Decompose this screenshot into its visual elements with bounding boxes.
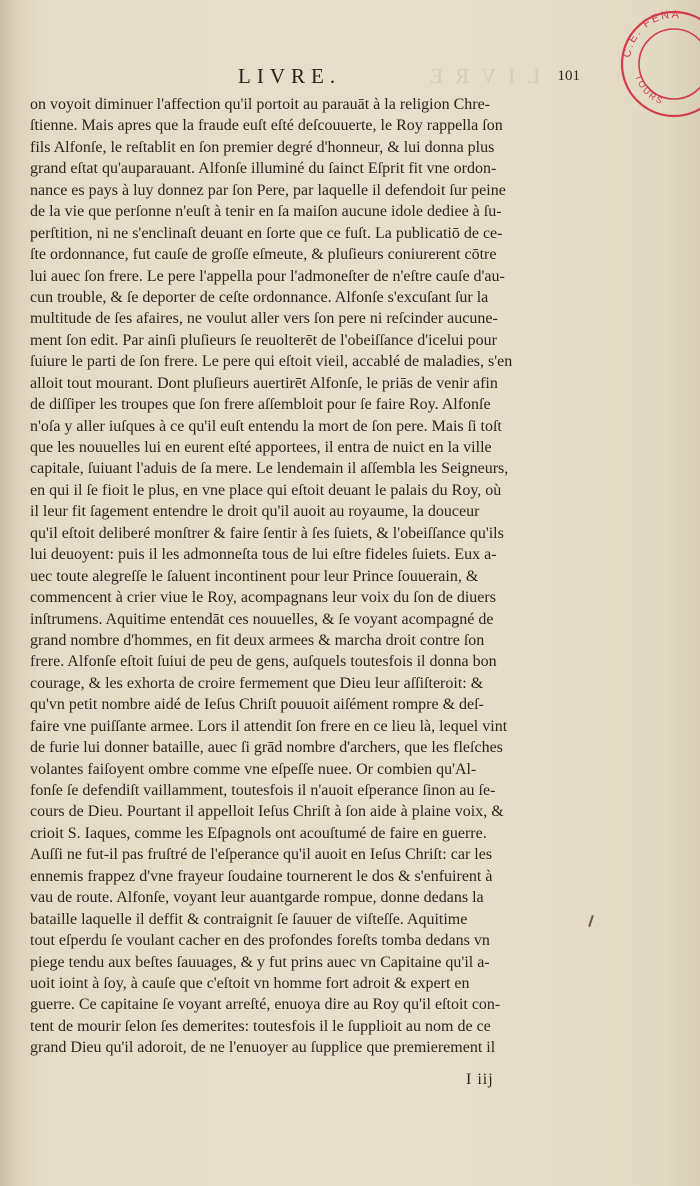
text-line: grand Dieu qu'il adoroit, de ne l'enuoyer au ſupplice que premierement il — [30, 1039, 496, 1057]
text-line: ſtienne. Mais apres que la fraude euſt eſté deſcouuerte, le Roy rappella ſon — [30, 117, 503, 135]
signature-mark: I iij — [466, 1071, 494, 1088]
text-line: perſtition, ni ne s'enclinaſt deuant en ſorte que ce fuſt. La publicatiō de ce- — [30, 224, 503, 242]
text-line: ſuiure le parti de ſon frere. Le pere qui eſtoit vieil, accablé de maladies, s'en — [30, 353, 513, 371]
text-line: que les nouuelles lui en eurent eſté apportees, il entra de nuict en la ville — [30, 439, 492, 456]
text-line: grand eſtat qu'auparauant. Alfonſe illuminé du ſainct Eſprit fit vne ordon- — [30, 160, 497, 178]
text-line: n'oſa y aller iuſques à ce qu'il euſt entendu la mort de ſon pere. Mais ſi toſt — [30, 417, 502, 435]
page-header — [30, 64, 580, 90]
text-line: il leur fit ſagement entendre le droit qu'il auoit au royaume, la douceur — [30, 503, 480, 521]
text-line: tout eſperdu ſe voulant cacher en des profondes foreſts tomba dedans vn — [30, 932, 490, 950]
text-line: qu'il eſtoit deliberé monſtrer & faire ſentir à ſes ſuiets, & l'obeiſſance qu'ils — [30, 524, 504, 542]
stamp-bottom-text: TOURS — [633, 73, 666, 107]
text-line: de la vie que perſonne n'euſt à tenir en ſa maiſon aucune idole dediee à ſu- — [30, 203, 502, 221]
text-line: on voyoit diminuer l'affection qu'il portoit au parauāt à la religion Chre- — [30, 96, 491, 113]
text-line: ment ſon edit. Par ainſi pluſieurs ſe reuolterēt de l'obeiſſance d'icelui pour — [30, 331, 497, 349]
text-line: Auſſi ne fut-il pas fruſtré de l'eſperance qu'il auoit en Ieſus Chriſt: car les — [30, 846, 493, 864]
library-stamp — [616, 0, 700, 126]
body-text — [30, 94, 580, 1059]
show-through-text: LIVRE — [418, 64, 540, 88]
text-line: de diſſiper les troupes que ſon frere aſſembloit pour ſe faire Roy. Alfonſe — [30, 396, 491, 414]
text-line: crioit S. Iaques, comme les Eſpagnols ont acouſtumé de faire en guerre. — [30, 824, 487, 842]
text-line: courage, & les exhorta de croire fermement que Dieu leur aſſiſteroit: & — [30, 674, 484, 692]
text-line: nance es pays à luy donnez par ſon Pere, par laquelle il defendoit ſur peine — [30, 181, 506, 199]
text-line: lui auec ſon frere. Le pere l'appella pour l'admoneſter de n'eſtre cauſe d'au- — [30, 267, 505, 285]
text-line: uec toute alegreſſe le ſaluent incontinent pour leur Prince ſouuerain, & — [30, 567, 479, 585]
text-line: tent de mourir ſelon ſes demerites: toutesfois il le ſupplioit au nom de ce — [30, 1017, 491, 1035]
text-line: bataille laquelle il deffit & contraignit ſe ſauuer de viſteſſe. Aquitime — [30, 910, 468, 928]
text-line: vau de route. Alfonſe, voyant leur auantgarde rompue, donne dedans la — [30, 889, 484, 907]
text-line: piege tendu aux beſtes ſauuages, & y fut prins auec vn Capitaine qu'il a- — [30, 953, 490, 971]
text-line: uoit ioint à ſoy, à cauſe que c'eſtoit vn homme fort adroit & expert en — [30, 974, 470, 992]
text-line: capitale, ſuiuant l'aduis de ſa mere. Le lendemain il aſſembla les Seigneurs, — [30, 460, 509, 478]
text-line: lui deuoyent: puis il les admonneſta tous de lui eſtre fideles ſuiets. Eux a- — [30, 546, 497, 564]
text-line: qu'vn petit nombre aidé de Ieſus Chriſt pouuoit aiſément rompre & deſ- — [30, 696, 484, 714]
text-line: fils Alfonſe, le reſtablit en ſon premier degré d'honneur, & lui donna plus — [30, 138, 495, 156]
running-head: LIVRE. — [238, 64, 342, 88]
text-line: guerre. Ce capitaine ſe voyant arreſté, enuoya dire au Roy qu'il eſtoit con- — [30, 996, 501, 1014]
text-line: de furie lui donner bataille, auec ſi grād nombre d'archers, que les fleſches — [30, 739, 503, 757]
text-line: alloit tout mourant. Dont pluſieurs auertirēt Alfonſe, le priās de venir afin — [30, 374, 498, 392]
text-line: cours de Dieu. Pourtant il appelloit Ieſus Chriſt à ſon aide à plaine voix, & — [30, 803, 504, 821]
stamp-top-text: C.E. FENA — [621, 8, 682, 59]
text-line: en qui il ſe fioit le plus, en vne place qui eſtoit deuant le palais du Roy, où — [30, 481, 502, 499]
ink-mark — [588, 915, 594, 927]
text-line: grand nombre d'hommes, en fit deux armees & marcha droit contre ſon — [30, 631, 485, 649]
text-line: inſtrumens. Aquitime entendāt ces nouuelles, & ſe voyant acompagné de — [30, 610, 494, 628]
text-line: frere. Alfonſe eſtoit ſuiui de peu de gens, auſquels toutesfois il donna bon — [30, 653, 497, 671]
page-number: 101 — [557, 68, 580, 84]
text-line: ſte ordonnance, fut cauſe de groſſe eſmeute, & pluſieurs coniurerent cōtre — [30, 246, 497, 264]
text-line: faire vne puiſſante armee. Lors il attendit ſon frere en ce lieu là, lequel vint — [30, 717, 508, 735]
text-line: ennemis frappez d'vne frayeur ſoudaine tournerent le dos & s'enfuirent à — [30, 867, 493, 885]
text-line: volantes faiſoyent ombre comme vne eſpeſſe nuee. Or combien qu'Al- — [30, 760, 477, 778]
text-line: fonſe ſe defendiſt vaillamment, toutesfois il n'auoit eſperance ſinon au ſe- — [30, 782, 496, 799]
text-line: commencent à crier viue le Roy, acompagnans leur voix du ſon de diuers — [30, 589, 496, 607]
text-line: multitude de ſes afaires, ne voulut aller vers ſon pere ni reſcinder aucune- — [30, 310, 498, 328]
text-line: cun trouble, & ſe deporter de ceſte ordonnance. Alfonſe s'excuſant ſur la — [30, 288, 489, 306]
